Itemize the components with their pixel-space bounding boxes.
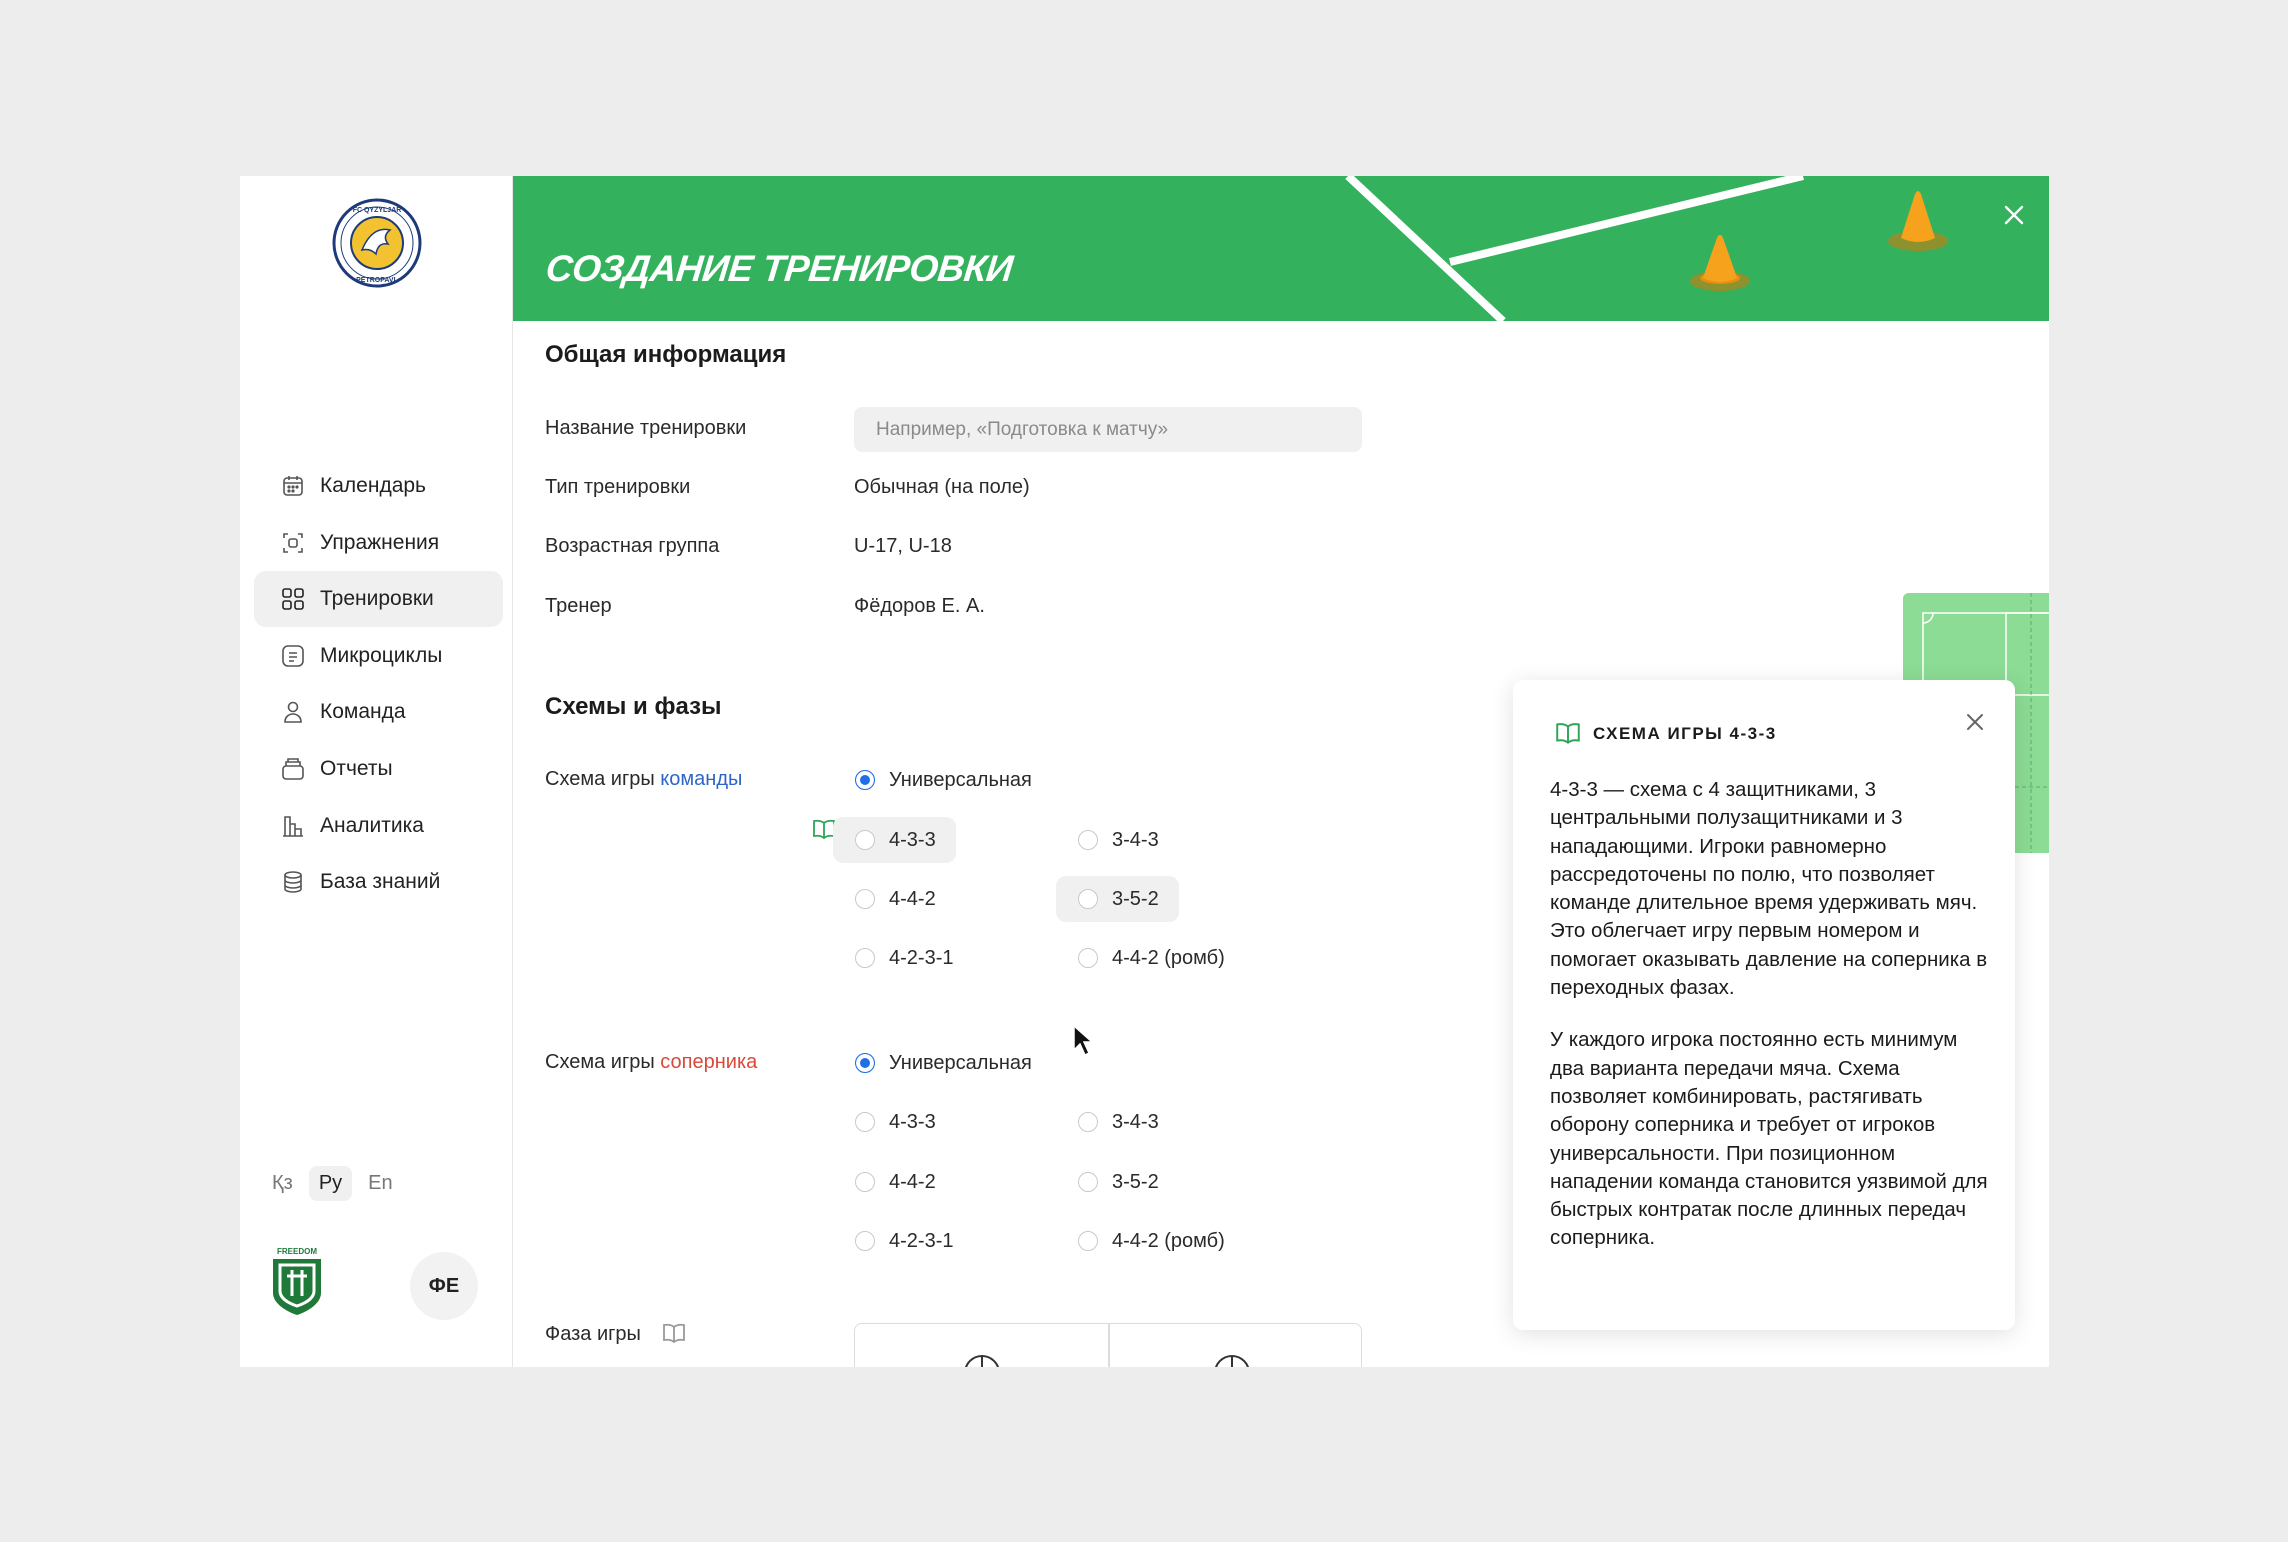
radio-unchecked [1078, 830, 1098, 850]
book-icon [1554, 720, 1582, 746]
nav-item-exercises[interactable] [254, 515, 503, 571]
section-title-schemes: Схемы и фазы [545, 693, 722, 720]
user-avatar[interactable]: ФЕ [410, 1252, 478, 1320]
option-label: 3-5-2 [1112, 1170, 1159, 1193]
nav-item-team[interactable] [254, 684, 503, 740]
field-label-coach: Тренер [545, 595, 612, 617]
radio-checked [855, 1053, 875, 1073]
opponent-scheme-option-343[interactable] [1056, 1099, 1179, 1145]
opponent-scheme-option-universal[interactable] [833, 1040, 1052, 1086]
option-label: Универсальная [889, 1051, 1032, 1074]
svg-text:FC QYZYLJAR: FC QYZYLJAR [352, 207, 402, 214]
close-icon[interactable] [1963, 710, 1987, 734]
user-icon [279, 698, 307, 726]
age-group-value[interactable]: U-17, U-18 [854, 535, 952, 557]
option-label: 4-4-2 (ромб) [1112, 1229, 1225, 1252]
exercise-icon [279, 529, 307, 557]
sidebar [240, 176, 513, 1367]
lang-kz[interactable]: Қз [272, 1172, 293, 1194]
team-scheme-option-433[interactable] [833, 817, 956, 863]
divider [1108, 1324, 1110, 1367]
option-label: Универсальная [889, 768, 1032, 791]
field-label-training-name: Название тренировки [545, 417, 747, 439]
popup-body [1550, 776, 1990, 1277]
nav-label: Упражнения [320, 530, 440, 554]
option-label: 3-4-3 [1112, 1110, 1159, 1133]
club-logo[interactable] [332, 198, 422, 288]
radio-unchecked [1078, 948, 1098, 968]
field-label-phase: Фаза игры [545, 1323, 641, 1345]
database-icon [279, 868, 307, 896]
coach-value[interactable]: Фёдоров Е. А. [854, 595, 985, 617]
team-scheme-option-343[interactable] [1056, 817, 1179, 863]
calendar-icon [279, 472, 307, 500]
main-nav [254, 458, 503, 911]
page-title: СОЗДАНИЕ ТРЕНИРОВКИ [543, 248, 1015, 289]
label-prefix: Схема игры [545, 768, 661, 790]
nav-item-microcycles[interactable] [254, 628, 503, 684]
book-icon[interactable] [661, 1321, 687, 1345]
option-label: 4-3-3 [889, 1110, 936, 1133]
field-label-opponent-scheme [545, 1051, 757, 1074]
nav-item-calendar[interactable] [254, 458, 503, 514]
opponent-scheme-option-442-diamond[interactable] [1056, 1218, 1245, 1264]
mouse-cursor-icon [1072, 1024, 1094, 1058]
radio-unchecked [1078, 1112, 1098, 1132]
radio-unchecked [855, 948, 875, 968]
analytics-icon [279, 812, 307, 840]
phase-icon [1213, 1354, 1251, 1367]
language-switcher [262, 1166, 403, 1201]
opponent-scheme-option-352[interactable] [1056, 1159, 1179, 1205]
radio-unchecked [1078, 889, 1098, 909]
team-scheme-option-352[interactable] [1056, 876, 1179, 922]
training-name-input[interactable] [854, 407, 1362, 452]
label-prefix: Схема игры [545, 1051, 661, 1073]
field-label-team-scheme [545, 768, 742, 791]
option-label: 4-4-2 [889, 887, 936, 910]
grid-icon [279, 585, 307, 613]
radio-unchecked [855, 1231, 875, 1251]
opponent-scheme-option-4231[interactable] [833, 1218, 973, 1264]
radio-unchecked [855, 1112, 875, 1132]
svg-text:FREEDOM: FREEDOM [277, 1247, 317, 1256]
opponent-scheme-option-442[interactable] [833, 1159, 956, 1205]
team-scheme-option-442-diamond[interactable] [1056, 935, 1245, 981]
lang-en[interactable]: En [368, 1172, 393, 1194]
radio-unchecked [1078, 1172, 1098, 1192]
microcycle-icon [279, 642, 307, 670]
option-label: 3-4-3 [1112, 828, 1159, 851]
lang-ru[interactable]: Ру [309, 1166, 352, 1201]
option-label: 4-2-3-1 [889, 1229, 954, 1252]
radio-unchecked [1078, 1231, 1098, 1251]
field-label-training-type: Тип тренировки [545, 476, 691, 498]
section-title-general: Общая информация [545, 341, 787, 368]
scheme-info-popup [1513, 680, 2015, 1330]
field-label-age-group: Возрастная группа [545, 535, 720, 557]
nav-item-trainings[interactable] [254, 571, 503, 627]
training-type-value[interactable]: Обычная (на поле) [854, 476, 1030, 498]
radio-unchecked [855, 830, 875, 850]
phase-icon [963, 1354, 1001, 1367]
label-accent-team: команды [660, 768, 743, 790]
nav-label: Календарь [320, 474, 426, 497]
nav-item-analytics[interactable] [254, 798, 503, 854]
popup-paragraph: У каждого игрока постоянно есть минимум два варианта передачи мяча. Схема позволяет комбинировать, растягивать оборону соперника и требует от игроков универсальности. При позиционном нападении команда становится уязвимой для быстрых контратак после длинных передач соперника. [1550, 1028, 1988, 1250]
nav-label: Отчеты [320, 756, 393, 780]
svg-text:PETROPAVL: PETROPAVL [356, 277, 398, 284]
popup-paragraph: 4-3-3 — схема с 4 защитниками, 3 центральными полузащитниками и 3 нападающими. Игроки равномерно рассредоточены по полю, что позволяет команде длительное время удерживать мяч. Это облегчает игру первым номером и помогает оказывать давление на соперника в переходных фазах. [1550, 778, 1988, 1000]
nav-label: Тренировки [320, 587, 434, 611]
nav-label: Микроциклы [320, 643, 443, 667]
label-accent-opponent: соперника [660, 1051, 758, 1073]
option-label: 4-2-3-1 [889, 946, 954, 969]
close-icon[interactable] [2001, 202, 2027, 228]
radio-unchecked [855, 889, 875, 909]
option-label: 4-3-3 [889, 828, 936, 851]
option-label: 4-4-2 [889, 1170, 936, 1193]
freedom-logo [270, 1246, 324, 1318]
nav-label: Команда [320, 700, 406, 724]
option-label: 3-5-2 [1112, 887, 1159, 910]
reports-icon [279, 755, 307, 783]
nav-item-reports[interactable] [254, 741, 503, 797]
option-label: 4-4-2 (ромб) [1112, 946, 1225, 969]
nav-label: Аналитика [320, 813, 424, 837]
team-scheme-option-442[interactable] [833, 876, 956, 922]
phase-selector[interactable] [854, 1323, 1362, 1367]
popup-title: СХЕМА ИГРЫ 4-3-3 [1593, 724, 1777, 743]
page-header [513, 176, 2049, 321]
team-scheme-option-4231[interactable] [833, 935, 973, 981]
team-scheme-option-universal[interactable] [833, 757, 1052, 803]
nav-label: База знаний [320, 870, 441, 894]
nav-item-knowledge-base[interactable] [254, 854, 503, 910]
radio-unchecked [855, 1172, 875, 1192]
opponent-scheme-option-433[interactable] [833, 1099, 956, 1145]
radio-checked [855, 770, 875, 790]
